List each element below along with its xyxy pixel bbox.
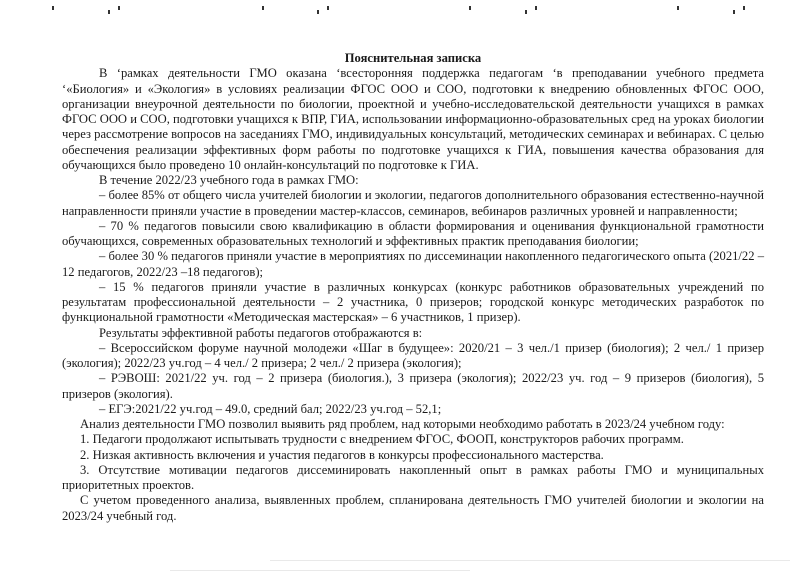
list-item-15-percent: – 15 % педагогов приняли участие в различных конкурсах (конкурс работников образовательных учреждений по результатам профессиональной деятельности – 2 участника, 0 призеров; городской конкурс методических разработок по функциональной грамотности «Методическая мастерская» – 6 участников, 1 призер).: [62, 279, 764, 325]
result-revosh: – РЭВОШ: 2021/22 уч. год – 2 призера (биология.), 3 призера (экология); 2022/23 уч. год – 9 призеров (биология), 5 призеров (экология).: [62, 371, 764, 401]
scan-mark: [108, 10, 110, 14]
scan-artifact-line: [170, 570, 470, 571]
analysis-heading: Анализ деятельности ГМО позволил выявить ряд проблем, над которыми необходимо работать в 2023/24 учебном году:: [80, 417, 725, 431]
scan-mark: [327, 6, 329, 10]
scan-mark: [262, 6, 264, 10]
document-page: [62, 51, 764, 524]
scan-mark: [535, 6, 537, 10]
scan-mark: [469, 6, 471, 10]
problem-1: 1. Педагоги продолжают испытывать трудности с внедрением ФГОС, ФООП, конструкторов рабочих программ.: [80, 432, 684, 447]
result-forum: – Всероссийском форуме научной молодежи «Шаг в будущее»: 2020/21 – 3 чел./1 призер (биология); 2 чел./ 1 призер (экология); 2022/23 уч.год – 4 чел./ 2 призера; 2 чел./ 2 призера (экология);: [62, 340, 764, 370]
year-summary-heading: В течение 2022/23 учебного года в рамках ГМО:: [99, 173, 359, 187]
scan-mark: [118, 6, 120, 10]
list-item-85-percent: – более 85% от общего числа учителей биологии и экологии, педагогов дополнительного образования естественно-научной направленности приняли участие в проведении мастер-классов, семинаров, вебинаров различных уровней и направленности;: [62, 188, 764, 218]
problem-2: 2. Низкая активность включения и участия педагогов в конкурсы профессионального мастерства.: [80, 447, 604, 462]
list-item-30-percent: – более 30 % педагогов приняли участие в мероприятиях по диссеминации накопленного педагогического опыта (2021/22 – 12 педагогов, 2022/23 –18 педагогов);: [62, 249, 764, 279]
scan-mark: [525, 10, 527, 14]
list-item-70-percent: – 70 % педагогов повысили свою квалификацию в области формирования и оценивания функциональной грамотности обучающихся, современных образовательных технологий и эффективных практик преподавания биологии;: [62, 218, 764, 248]
scan-mark: [52, 6, 54, 10]
results-heading: Результаты эффективной работы педагогов отображаются в:: [99, 325, 423, 340]
conclusion-paragraph: С учетом проведенного анализа, выявленных проблем, спланирована деятельность ГМО учителей биологии и экологии на 2023/24 учебный год.: [62, 493, 764, 523]
scan-artifact-line: [270, 560, 790, 561]
scan-mark: [743, 6, 745, 10]
result-ege: – ЕГЭ:2021/22 уч.год – 49.0, средний бал; 2022/23 уч.год – 52,1;: [99, 401, 442, 416]
scan-mark: [677, 6, 679, 10]
scan-mark: [733, 10, 735, 14]
scan-mark: [317, 10, 319, 14]
scan-artifacts: [0, 0, 800, 20]
intro-paragraph: В ‘рамках деятельности ГМО оказана ‘всесторонняя поддержка педагогам ‘в преподавании учебного предмета ‘«Биология» и «Экология» в условиях реализации ФГОС ООО и СОО, подготовки к внедрению обновленных ФГОС ООО, организации внеурочной деятельности по биологии, проектной и учебно-исследовательской деятельности учащихся в рамках ФГОС ООО и СОО, подготовки учащихся к ВПР, ГИА, использовании информационно-образовательных сред на уроках биологии через рассмотрение вопросов на заседаниях ГМО, индивидуальных консультаций, методических семинарах и вебинарах. С целью обеспечения реализации эффективных форм работы по подготовке учащихся к ГИА, повышения качества образования для обучающихся было проведено 10 онлайн-консультаций по подготовке к ГИА.: [62, 66, 764, 172]
problem-3: 3. Отсутствие мотивации педагогов диссеминировать накопленный опыт в рамках работы ГМО и муниципальных приоритетных проектов.: [62, 462, 764, 492]
document-title: Пояснительная записка: [344, 51, 482, 65]
